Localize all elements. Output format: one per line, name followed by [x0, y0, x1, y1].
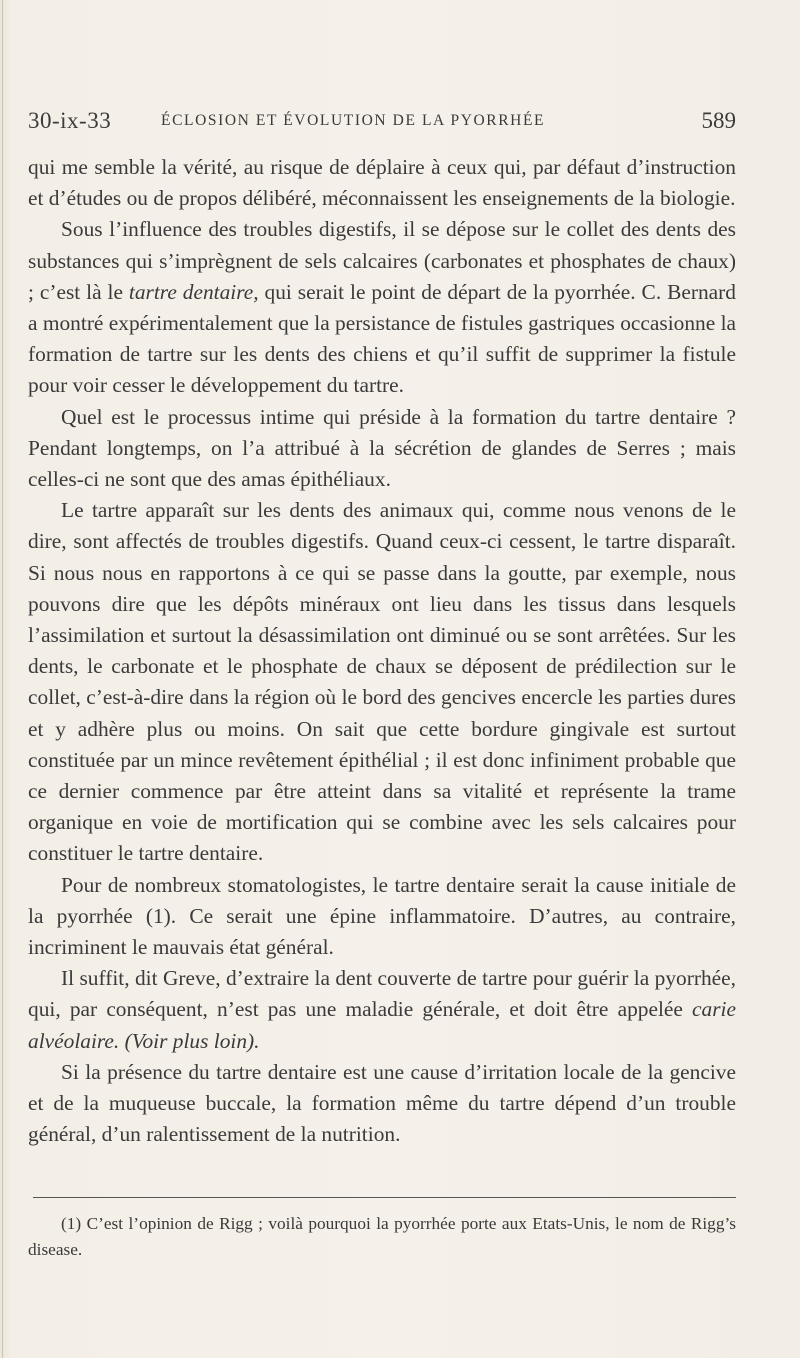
running-header	[28, 108, 736, 138]
header-title: ÉCLOSION ET ÉVOLUTION DE LA PYORRHÉE	[161, 112, 546, 129]
paragraph-1: qui me semble la vérité, au risque de déplaire à ceux qui, par défaut d’instruction et d’études ou de propos délibéré, méconnaissent les enseignements de la biologie.	[28, 155, 736, 211]
paragraph-6	[28, 963, 736, 1057]
paragraph-4: Le tartre apparaît sur les dents des animaux qui, comme nous venons de le dire, sont affectés de troubles digestifs. Quand ceux-ci cessent, le tartre disparaît. Si nous nous en rapportons à ce qui se passe dans la goutte, par exemple, nous pouvons dire que les dépôts minéraux ont lieu dans les tissus dans lesquels l’assimilation et surtout la désassimilation ont diminué ou se sont arrêtées. Sur les dents, le carbonate et le phosphate de chaux se déposent de prédilection sur le collet, c’est-à-dire dans la région où le bord des gencives encercle les parties dures et y adhère plus ou moins. On sait que cette bordure gingivale est surtout constituée par un mince revêtement épithélial ; il est donc infiniment probable que ce dernier commence par être atteint dans sa vitalité et représente la trame organique en voie de mortification qui se combine avec les sels calcaires pour constituer le tartre dentaire.	[28, 498, 736, 866]
paragraph-7: Si la présence du tartre dentaire est une cause d’irritation locale de la gencive et de la muqueuse buccale, la formation même du tartre dépend d’un trouble général, d’un ralentissement de la nutrition.	[28, 1059, 736, 1147]
paragraph-6-text-a: Il suffit, dit Greve, d’extraire la dent couverte de tartre pour guérir la pyorrhée, qui, par conséquent, n’est pas une maladie générale, et doit être appelée	[28, 966, 736, 1022]
paragraph-2-italic: tartre dentaire,	[128, 279, 259, 304]
footnote: (1) C’est l’opinion de Rigg ; voilà pourquoi la pyorrhée porte aux Etats-Unis, le nom de Rigg’s disease.	[28, 1214, 736, 1259]
page-edge	[2, 0, 3, 1358]
paragraph-6-italic: carie alvéolaire. (Voir plus loin).	[28, 997, 736, 1053]
paragraph-3: Quel est le processus intime qui préside à la formation du tartre dentaire ? Pendant longtemps, on l’a attribué à la sécrétion de glandes de Serres ; mais celles-ci ne sont que des amas épithéliaux.	[28, 404, 736, 492]
paragraph-2-text-b: qui serait le point de départ de la pyorrhée. C. Bernard a montré expérimentalement que la persistance de fistules gastriques occasionne la formation de tartre sur les dents des chiens et qu’il suffit de supprimer la fistule pour voir cesser le développement du tartre.	[28, 279, 737, 398]
paragraph-5: Pour de nombreux stomatologistes, le tartre dentaire serait la cause initiale de la pyorrhée (1). Ce serait une épine inflammatoire. D’autres, au contraire, incriminent le mauvais état général.	[28, 872, 736, 960]
paragraph-2-text-a: Sous l’influence des troubles digestifs, il se dépose sur le collet des dents des substances qui s’imprègnent de sels calcaires (carbonates et phosphates de chaux) ; c’est là le	[28, 217, 736, 304]
footnote-rule	[33, 1197, 736, 1198]
paragraph-2	[28, 214, 736, 401]
main-text	[28, 152, 736, 1151]
header-date: 30-ix-33	[28, 108, 112, 133]
page-number: 589	[701, 108, 736, 133]
